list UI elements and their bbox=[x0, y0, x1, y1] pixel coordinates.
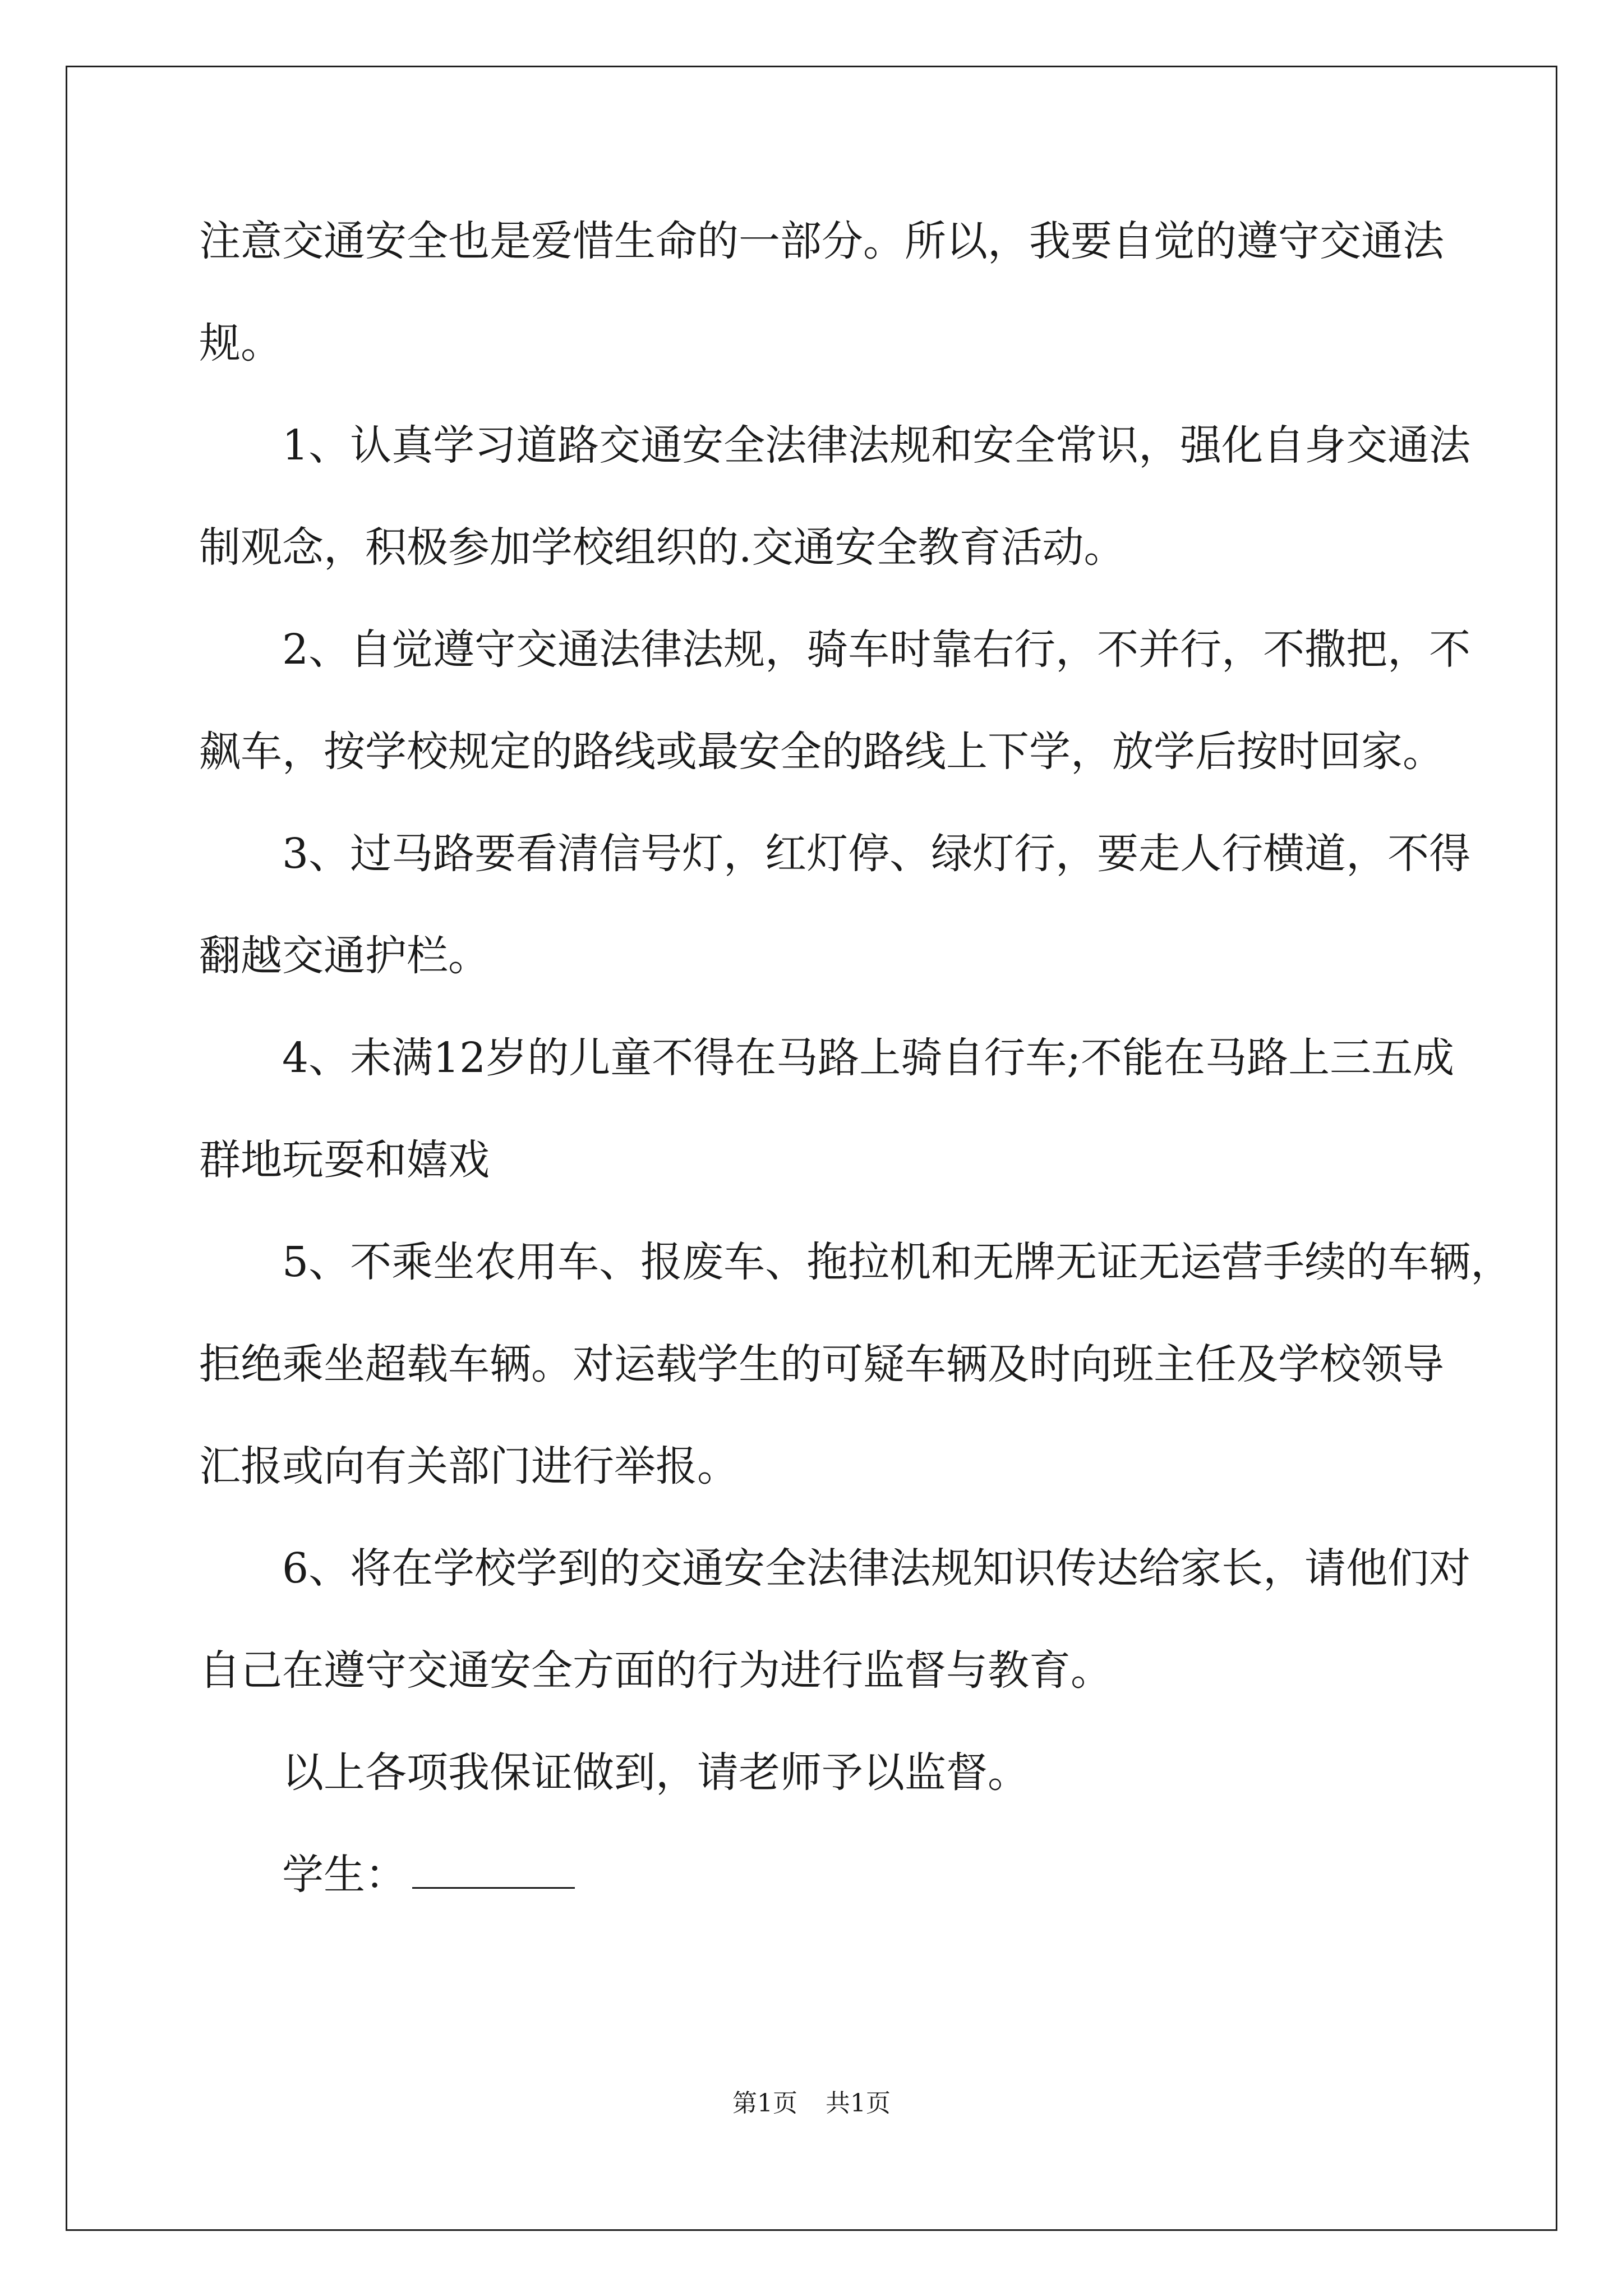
list-item-5-line-1: 5、不乘坐农用车、报废车、拖拉机和无牌无证无运营手续的车辆， bbox=[282, 1238, 1513, 1286]
signature-row bbox=[282, 1847, 575, 1903]
list-item-2-line-1: 2、自觉遵守交通法律法规，骑车时靠右行，不并行，不撒把，不 bbox=[282, 625, 1471, 674]
page-number-total: 共1页 bbox=[826, 2089, 891, 2118]
closing-statement: 以上各项我保证做到，请老师予以监督。 bbox=[282, 1749, 1029, 1797]
list-item-4-line-2: 群地玩耍和嬉戏 bbox=[199, 1136, 490, 1184]
list-item-2-line-2: 飙车，按学校规定的路线或最安全的路线上下学，放学后按时回家。 bbox=[199, 728, 1444, 776]
list-item-3-line-2: 翻越交通护栏。 bbox=[199, 932, 490, 980]
signature-blank bbox=[412, 1848, 575, 1889]
page-footer bbox=[0, 2087, 1623, 2120]
list-item-5-line-2: 拒绝乘坐超载车辆。对运载学生的可疑车辆及时向班主任及学校领导 bbox=[199, 1340, 1444, 1388]
signature-label: 学生： bbox=[282, 1851, 407, 1899]
body-line: 注意交通安全也是爱惜生命的一部分。所以，我要自觉的遵守交通法 bbox=[199, 217, 1444, 265]
list-item-6-line-1: 6、将在学校学到的交通安全法律法规知识传达给家长，请他们对 bbox=[282, 1544, 1471, 1593]
body-line: 规。 bbox=[199, 319, 282, 367]
list-item-4-line-1: 4、未满12岁的儿童不得在马路上骑自行车;不能在马路上三五成 bbox=[282, 1034, 1455, 1082]
list-item-5-line-3: 汇报或向有关部门进行举报。 bbox=[199, 1442, 739, 1490]
list-item-6-line-2: 自己在遵守交通安全方面的行为进行监督与教育。 bbox=[199, 1646, 1112, 1695]
list-item-3-line-1: 3、过马路要看清信号灯，红灯停、绿灯行，要走人行横道，不得 bbox=[282, 830, 1471, 878]
list-item-1-line-2: 制观念，积极参加学校组织的.交通安全教育活动。 bbox=[199, 523, 1126, 572]
page-number-current: 第1页 bbox=[732, 2089, 797, 2118]
list-item-1-line-1: 1、认真学习道路交通安全法律法规和安全常识，强化自身交通法 bbox=[282, 421, 1471, 470]
